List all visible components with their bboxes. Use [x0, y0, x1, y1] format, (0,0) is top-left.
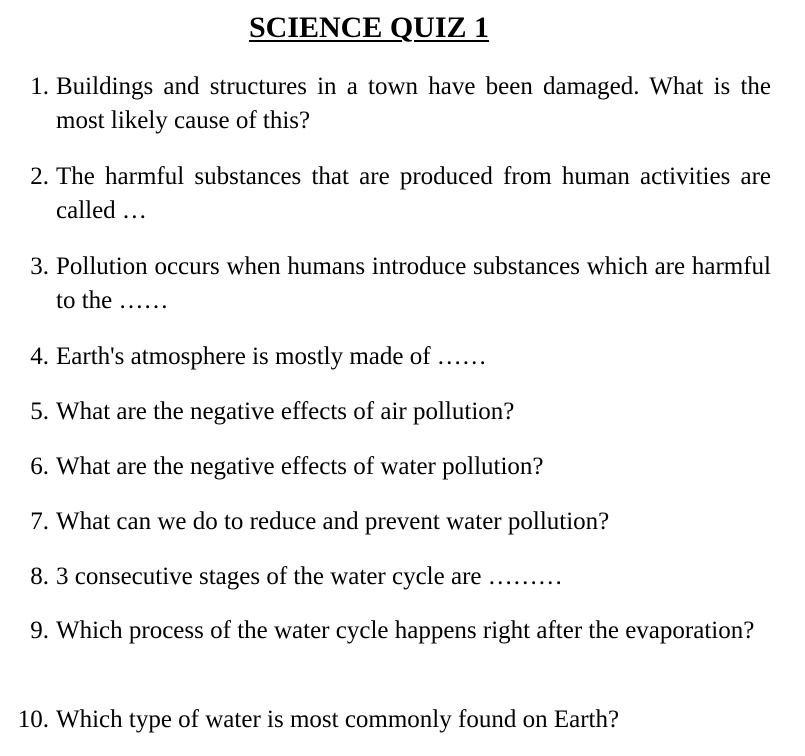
question-4	[30, 340, 771, 374]
question-text: Buildings and structures in a town have been damaged. What is the most likely cause of this?	[56, 73, 771, 134]
question-number: 1.	[30, 73, 49, 100]
question-number: 6.	[30, 453, 49, 480]
question-8	[30, 560, 771, 594]
question-7	[30, 505, 771, 539]
question-5	[30, 395, 771, 429]
question-3	[30, 250, 771, 318]
question-text: The harmful substances that are produced from human activities are called …	[56, 163, 771, 224]
question-6	[30, 450, 771, 484]
question-number: 8.	[30, 563, 49, 590]
question-text: 3 consecutive stages of the water cycle are ………	[56, 563, 563, 590]
question-text: What are the negative effects of air pollution?	[56, 398, 515, 425]
question-number: 3.	[30, 253, 49, 280]
question-10	[17, 703, 771, 737]
question-number: 9.	[30, 617, 49, 644]
question-text: Which type of water is most commonly found on Earth?	[56, 706, 620, 733]
question-text: What can we do to reduce and prevent water pollution?	[56, 508, 610, 535]
question-number: 2.	[30, 163, 49, 190]
question-text: Which process of the water cycle happens right after the evaporation?	[56, 617, 755, 644]
question-2	[30, 160, 771, 228]
question-number: 7.	[30, 508, 49, 535]
question-number: 4.	[30, 343, 49, 370]
question-text: What are the negative effects of water pollution?	[56, 453, 544, 480]
question-number: 5.	[30, 398, 49, 425]
question-number: 10.	[17, 706, 49, 733]
question-text: Earth's atmosphere is mostly made of ……	[56, 343, 487, 370]
quiz-title: SCIENCE QUIZ 1	[248, 11, 490, 44]
question-text: Pollution occurs when humans introduce substances which are harmful to the ……	[56, 253, 771, 314]
question-1	[30, 70, 771, 138]
question-9	[30, 614, 771, 648]
